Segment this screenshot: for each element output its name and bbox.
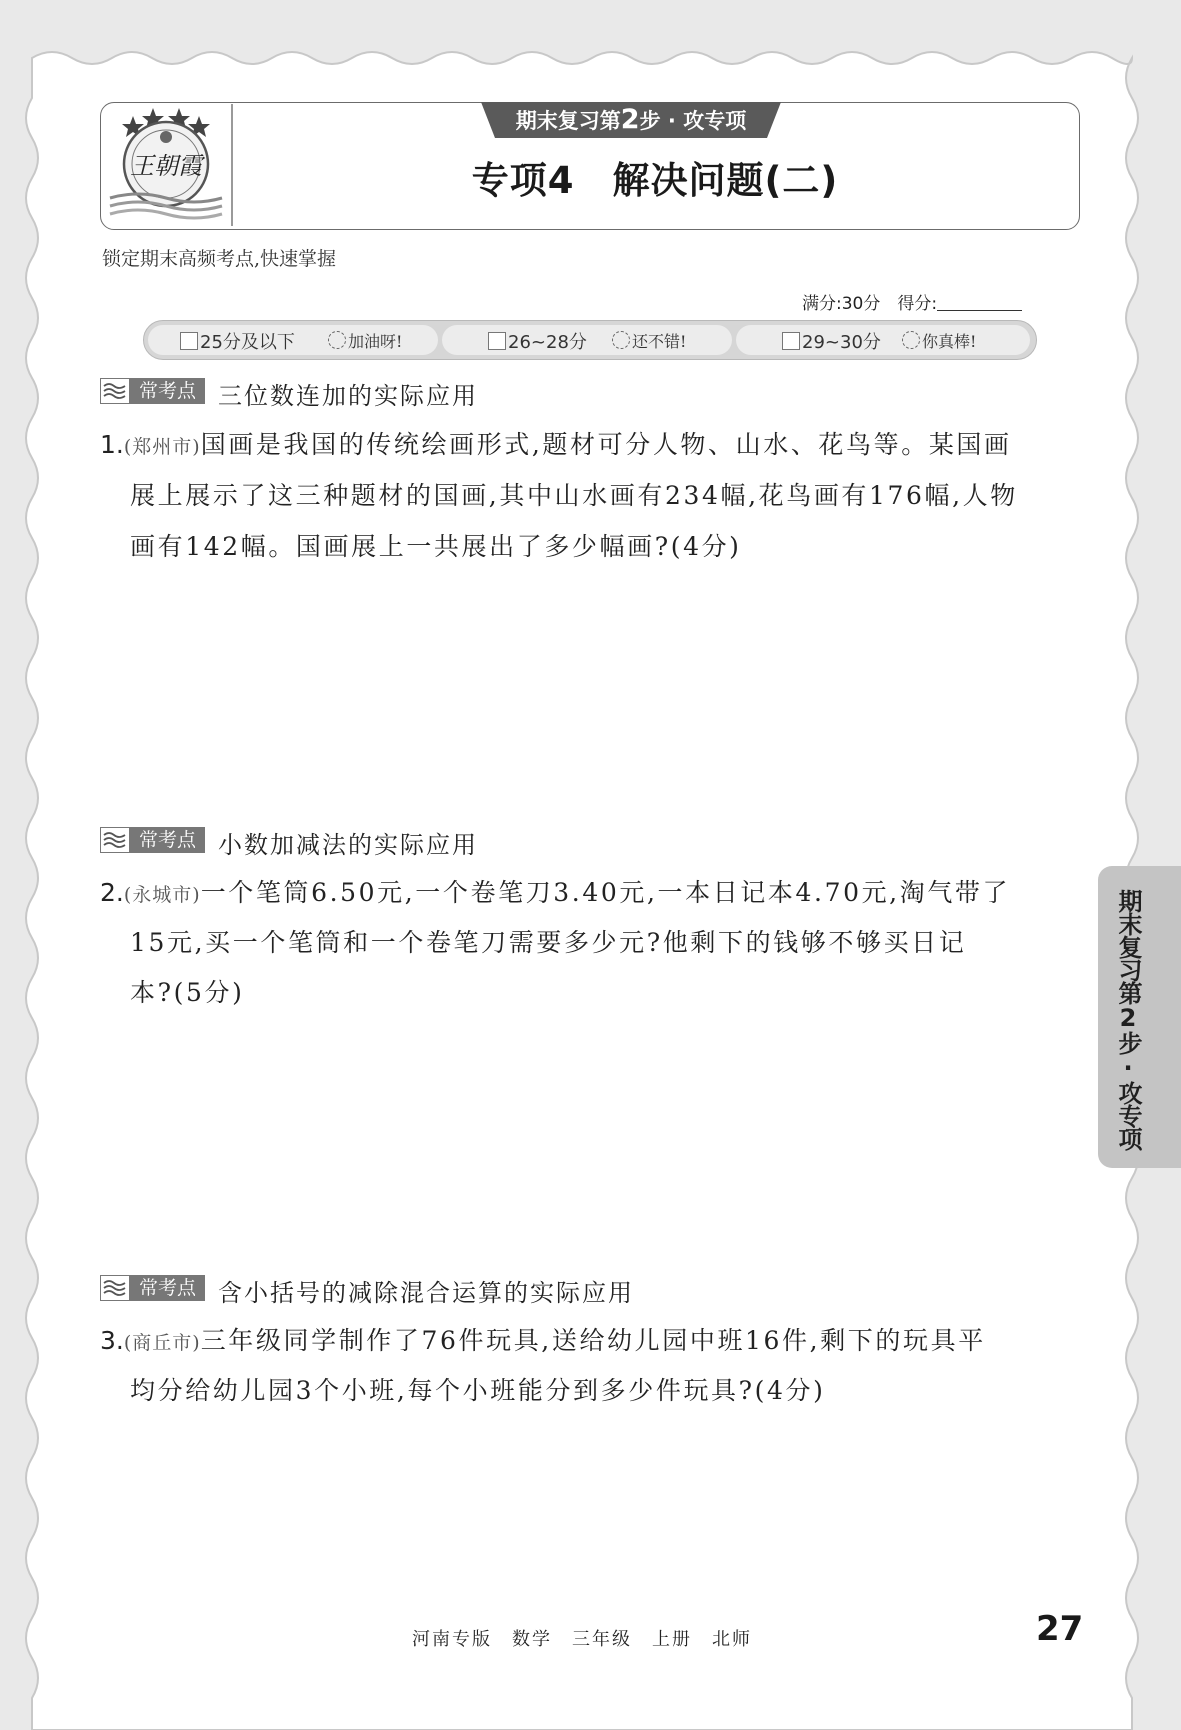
badge-label: 常考点: [130, 1275, 205, 1301]
question-number: 1.: [100, 430, 124, 459]
rating-option: [148, 325, 438, 355]
question-3: [100, 1321, 986, 1357]
score-line: [802, 289, 1022, 314]
question-number: 3.: [100, 1326, 124, 1355]
section-title: 含小括号的减除混合运算的实际应用: [218, 1279, 634, 1307]
question-text-line: 画有142幅。国画展上一共展出了多少幅画?(4分): [130, 532, 742, 561]
rating-range: 29~30分: [802, 332, 881, 353]
smile-icon: [328, 331, 346, 349]
banner-step: 2: [620, 104, 640, 135]
step-banner: [481, 102, 781, 138]
question-text-line: 本?(5分): [130, 978, 245, 1007]
question-number: 2.: [100, 878, 124, 907]
question-source: (郑州市): [123, 436, 201, 458]
section-badge: [100, 378, 205, 404]
rating-option: [442, 325, 732, 355]
banner-prefix: 期末复习第: [515, 109, 621, 133]
rating-checkbox[interactable]: [782, 332, 800, 350]
smile-icon: [612, 331, 630, 349]
waves-icon: [100, 1275, 130, 1301]
question-text-line: 展上展示了这三种题材的国画,其中山水画有234幅,花鸟画有176幅,人物: [130, 481, 1018, 510]
rating-message: 加油呀!: [348, 332, 403, 351]
rating-checkbox[interactable]: [180, 332, 198, 350]
publisher-logo: [100, 102, 232, 228]
footer-info: 河南专版 数学 三年级 上册 北师: [412, 1629, 752, 1650]
banner-suffix: 步 · 攻专项: [639, 109, 747, 133]
rating-message: 还不错!: [632, 332, 687, 351]
question-text-line: 国画是我国的传统绘画形式,题材可分人物、山水、花鸟等。某国画: [200, 430, 1012, 459]
rating-bar: [143, 320, 1037, 360]
rating-range: 25分及以下: [200, 332, 295, 353]
page-number: 27: [1036, 1609, 1084, 1649]
question-text-line: 15元,买一个笔筒和一个卷笔刀需要多少元?他剩下的钱够不够买日记: [130, 928, 967, 957]
badge-label: 常考点: [130, 827, 205, 853]
section-badge: [100, 827, 205, 853]
question-1: [100, 425, 1012, 461]
question-2: [100, 873, 1010, 909]
question-text-line: 均分给幼儿园3个小班,每个小班能分到多少件玩具?(4分): [130, 1376, 826, 1405]
question-source: (永城市): [123, 884, 201, 906]
side-tab-label: 期末复习第2步·攻专项: [1114, 888, 1142, 1150]
page-title: 专项4 解决问题(二): [471, 159, 839, 202]
rating-message: 你真棒!: [922, 332, 977, 351]
section-title: 小数加减法的实际应用: [218, 831, 478, 859]
question-text-line: 三年级同学制作了76件玩具,送给幼儿园中班16件,剩下的玩具平: [200, 1326, 986, 1355]
question-source: (商丘市): [123, 1332, 201, 1354]
waves-icon: [100, 378, 130, 404]
tagline: 锁定期末高频考点,快速掌握: [102, 248, 337, 270]
question-text-line: 一个笔筒6.50元,一个卷笔刀3.40元,一本日记本4.70元,淘气带了: [200, 878, 1011, 907]
section-title: 三位数连加的实际应用: [218, 382, 478, 410]
rating-range: 26~28分: [508, 332, 587, 353]
logo-text: 王朝霞: [130, 152, 202, 180]
section-badge: [100, 1275, 205, 1301]
score-blank[interactable]: [937, 294, 1022, 311]
badge-label: 常考点: [130, 378, 205, 404]
rating-checkbox[interactable]: [488, 332, 506, 350]
waves-icon: [100, 827, 130, 853]
smile-icon: [902, 331, 920, 349]
score-label: 满分:30分 得分:: [802, 294, 938, 314]
rating-option: [736, 325, 1030, 355]
